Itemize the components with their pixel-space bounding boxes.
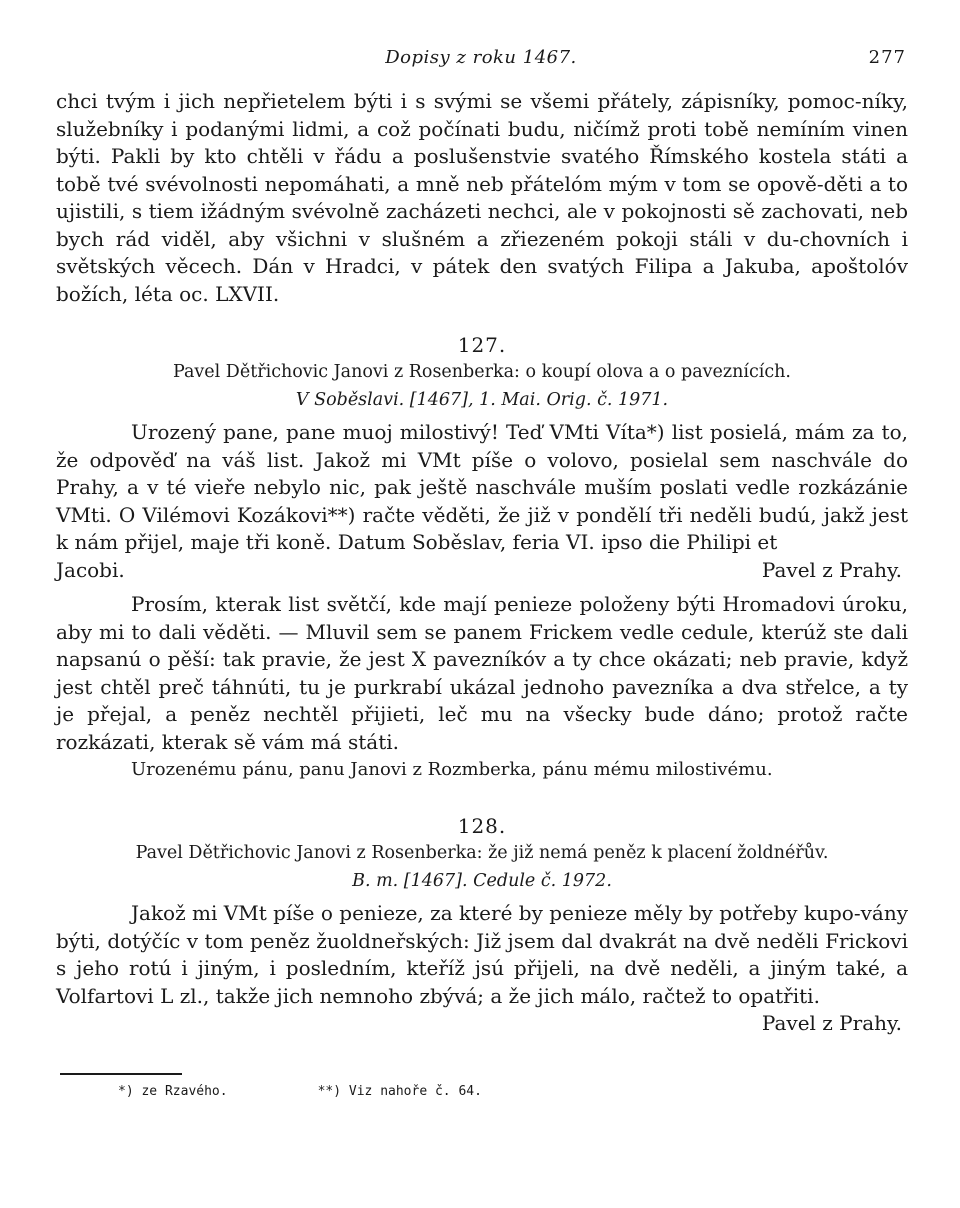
letter-127-paragraph-1-end: Jacobi. (56, 557, 125, 582)
letter-heading-128: Pavel Dětřichovic Janovi z Rosenberka: že již nemá peněz k placení žoldnéřův. (135, 843, 829, 863)
spacer (56, 584, 908, 591)
letter-number-128: 128. (457, 814, 507, 838)
footnote-rule (60, 1073, 182, 1075)
letter-heading-127: Pavel Dětřichovic Janovi z Rosenberka: o koupí olova a o paveznících. (172, 362, 791, 382)
letter-127-paragraph-1: Urozený pane, pane muoj milostivý! Teď VMti Víta*) list posielá, mám za to, že odpověď na váš list. Jakož mi VMt píše o volovo, posielal sem naschvále do Prahy, a v té vieře nebylo nic, pak ještě naschvále muším poslati vedle rozkázánie VMti. O Vilémovi Kozákovi**) račte věděti, že již v pondělí tři neděli budú, jakž jest k nám přijel, maje tři koně. Datum Soběslav, feria VI. ipso die Philipi et (56, 420, 908, 554)
footnotes (118, 1084, 482, 1099)
letter-source-127: V Soběslavi. [1467], 1. Mai. Orig. č. 1971. (295, 390, 669, 410)
letter-128-paragraph-1: Jakož mi VMt píše o penieze, za které by penieze měly by potřeby kupo-vány býti, dotýčíc v tom peněz žuoldneřských: Již jsem dal dvakrát na dvě neděli Frickovi s jeho rotú i jiným, i posledním, kteříž jsú přijeli, na dvě neděli, a jiným také, a Volfartovi L zl., takže jich nemnoho zbývá; a že jich málo, račtež to opatřiti. (56, 901, 908, 1008)
footnote-2: **) Viz nahoře č. 64. (317, 1084, 482, 1099)
letter-source-128: B. m. [1467]. Cedule č. 1972. (352, 871, 612, 891)
page-number: 277 (868, 47, 906, 68)
letter-128-signature: Pavel z Prahy. (761, 1011, 902, 1035)
page-header (56, 47, 906, 73)
letter-127-paragraph-2: Prosím, kterak list světčí, kde mají penieze položeny býti Hromadovi úroku, aby mi to dali věděti. — Mluvil sem se panem Frickem vedle cedule, kterúž ste dali napsanú o pěší: tak pravie, že jest X pavezníkóv a ty chce okázati; neb pravie, když jest chtěl preč táhnúti, tu je purkrabí ukázal jednoho pavezníka a dva střelce, a ty je přejal, a peněz nechtěl přijieti, leč mu na všecky bude dáno; protož račte rozkázati, kterak sě vám má státi. (56, 592, 908, 754)
letter-127-closing-line (56, 557, 908, 585)
continuation-paragraph: chci tvým i jich nepřietelem býti i s svými se všemi přátely, zápisníky, pomoc-níky, služebníky i podanými lidmi, a což počínati budu, ničímž proti tobě nemíním vinen býti. Pakli by kto chtěli v řádu a poslušenstvie svatého Římského kostela státi a tobě tvé svévolnosti nepomáhati, a mně neb přátelóm mým v tom se opově-děti a to ujistili, s tiem ižádným svévolně zacházeti nechci, ale v pokojnosti sě zachovati, neb bych rád viděl, aby všichni v slušném a zřiezeném pokoji stáli v du-chovních i světských věcech. Dán v Hradci, v pátek den svatých Filipa a Jakuba, apoštolóv božích, léta oc. LXVII. (56, 89, 908, 306)
letter-127-address: Urozenému pánu, panu Janovi z Rozmberka, pánu mému milostivému. (131, 759, 773, 780)
page-body (56, 88, 908, 1038)
footnote-1: *) ze Rzavého. (118, 1084, 228, 1099)
running-title: Dopisy z roku 1467. (385, 47, 577, 68)
letter-number-127: 127. (457, 333, 507, 357)
letter-127-signature: Pavel z Prahy. (761, 557, 902, 582)
